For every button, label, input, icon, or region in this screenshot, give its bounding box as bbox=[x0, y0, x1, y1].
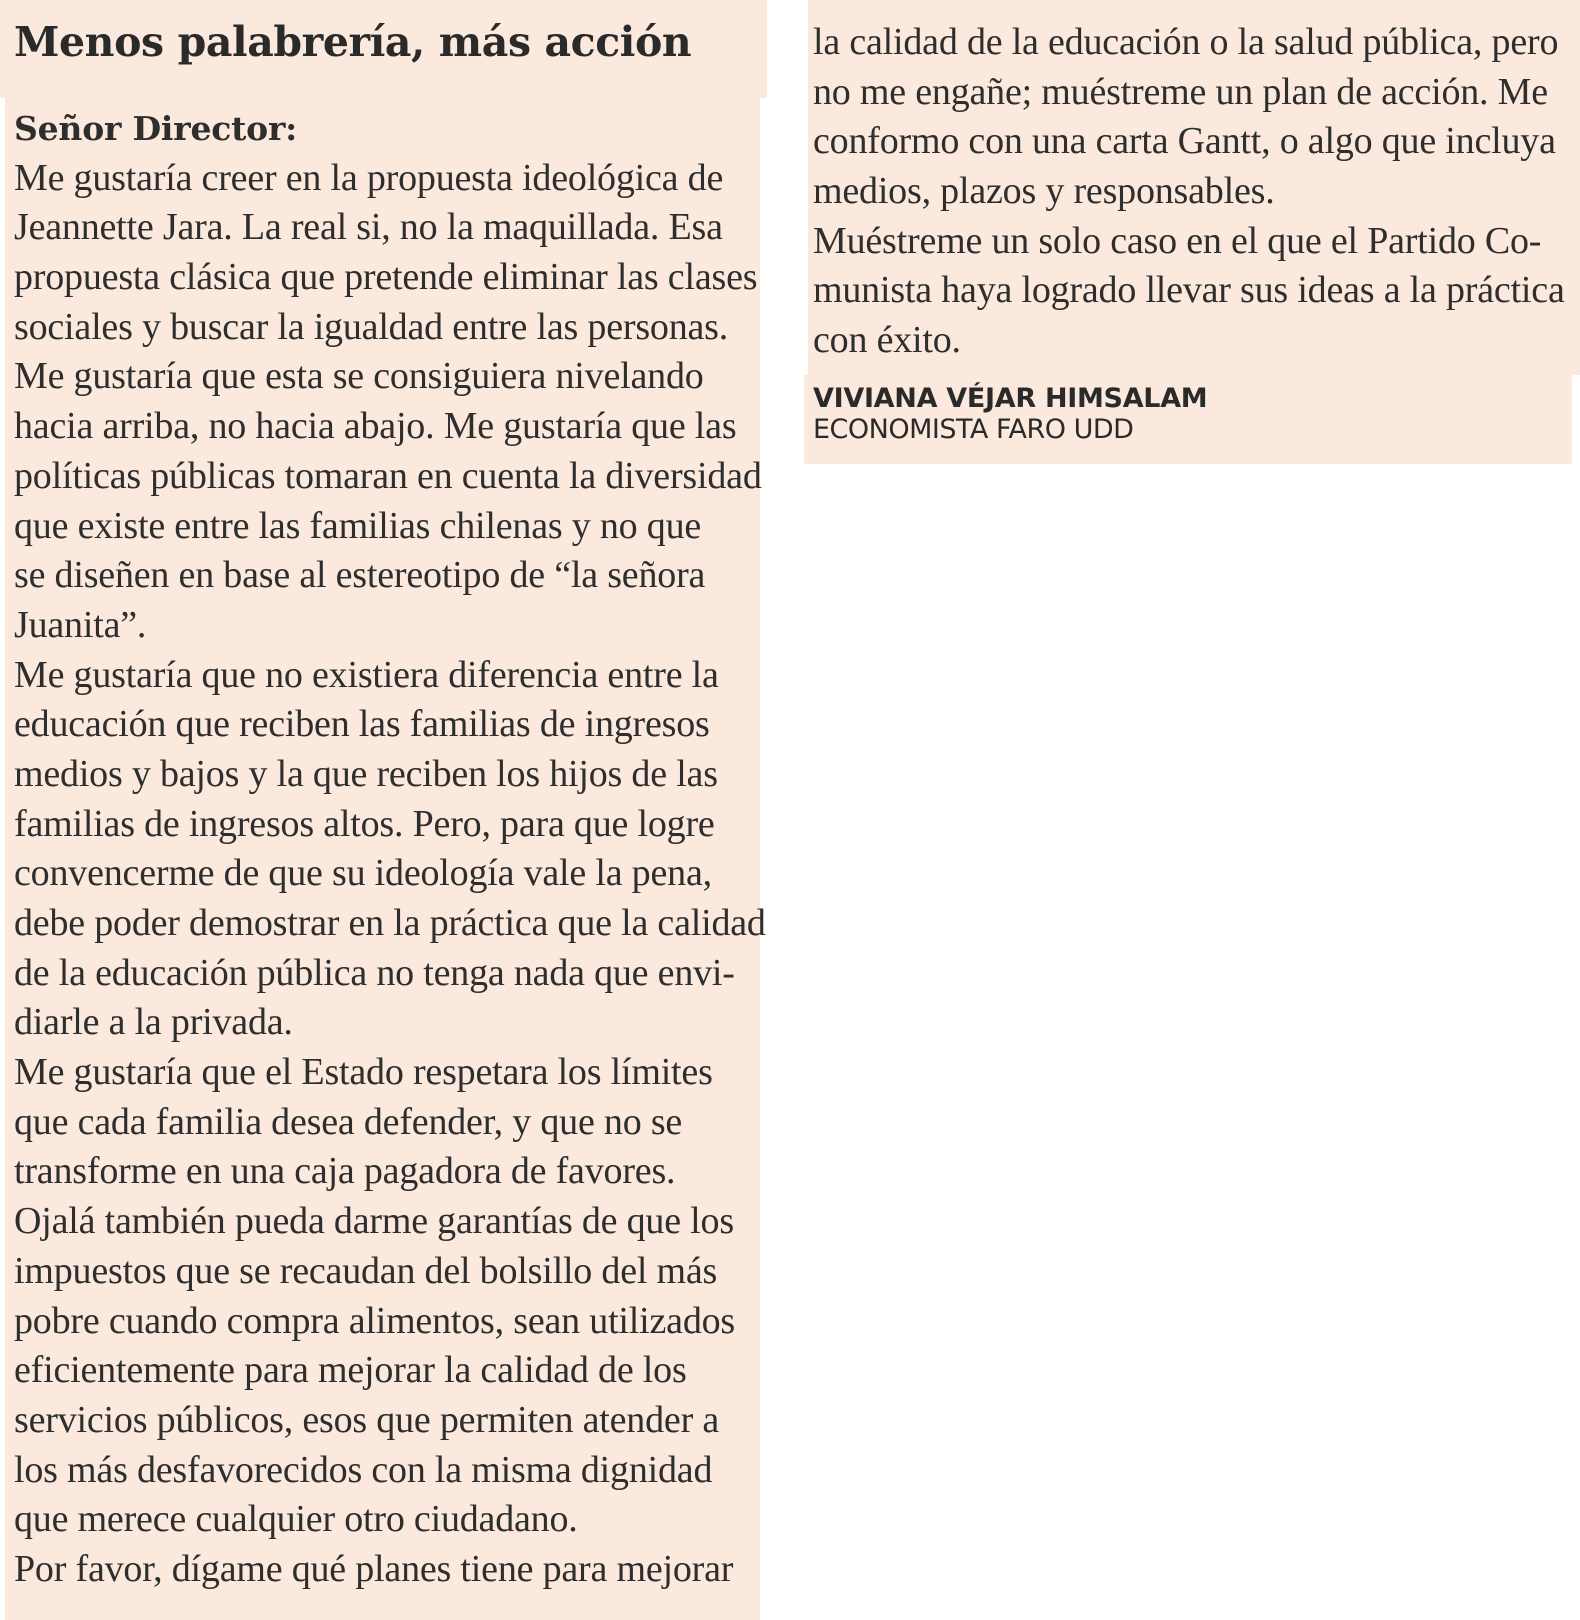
body-line: Me gustaría que esta se consiguiera nivelando bbox=[14, 355, 704, 398]
body-line: Jeannette Jara. La real si, no la maquillada. Esa bbox=[14, 206, 723, 249]
body-line: convencerme de que su ideología vale la pena, bbox=[14, 852, 712, 895]
body-line: debe poder demostrar en la práctica que la calidad bbox=[14, 902, 766, 944]
body-line: se diseñen en base al estereotipo de “la señora bbox=[14, 554, 706, 597]
body-line: transforme en una caja pagadora de favores. bbox=[14, 1150, 676, 1193]
body-line: eficientemente para mejorar la calidad de los bbox=[14, 1349, 687, 1392]
body-line: diarle a la privada. bbox=[14, 1001, 293, 1044]
body-line: educación que reciben las familias de ingresos bbox=[14, 703, 710, 746]
body-line: que merece cualquier otro ciudadano. bbox=[14, 1498, 578, 1541]
article-headline: Menos palabrería, más acción bbox=[14, 18, 692, 66]
salutation: Señor Director: bbox=[14, 109, 298, 148]
body-line: Me gustaría que el Estado respetara los límites bbox=[14, 1051, 713, 1094]
letter-right-column bbox=[813, 18, 1573, 366]
body-line: familias de ingresos altos. Pero, para que logre bbox=[14, 802, 715, 845]
body-line: que cada familia desea defender, y que no se bbox=[14, 1100, 683, 1143]
body-line: medios y bajos y la que reciben los hijos de las bbox=[14, 752, 718, 795]
body-line: hacia arriba, no hacia abajo. Me gustaría que las bbox=[14, 405, 737, 448]
body-line: conformo con una carta Gantt, o algo que incluya bbox=[813, 120, 1556, 163]
author-signature bbox=[813, 383, 1207, 445]
body-line: propuesta clásica que pretende eliminar las clases bbox=[14, 256, 758, 299]
author-role: ECONOMISTA FARO UDD bbox=[813, 414, 1134, 445]
body-line: la calidad de la educación o la salud pública, pero bbox=[813, 21, 1559, 63]
body-line: Juanita”. bbox=[14, 603, 147, 646]
body-line: de la educación pública no tenga nada que envi- bbox=[14, 951, 735, 994]
body-line: Por favor, dígame qué planes tiene para mejorar bbox=[14, 1547, 734, 1590]
author-name: VIVIANA VÉJAR HIMSALAM bbox=[813, 383, 1208, 414]
body-line: con éxito. bbox=[813, 319, 961, 362]
body-line: impuestos que se recaudan del bolsillo del más bbox=[14, 1249, 718, 1292]
body-line: Me gustaría que no existiera diferencia entre la bbox=[14, 653, 719, 696]
body-line: sociales y buscar la igualdad entre las personas. bbox=[14, 305, 729, 348]
body-line: medios, plazos y responsables. bbox=[813, 170, 1275, 213]
body-line: no me engañe; muéstreme un plan de acción. Me bbox=[813, 70, 1548, 113]
body-line: Ojalá también pueda darme garantías de que los bbox=[14, 1200, 734, 1243]
body-line: Muéstreme un solo caso en el que el Partido Co- bbox=[813, 219, 1542, 262]
body-line: que existe entre las familias chilenas y no que bbox=[14, 504, 702, 547]
body-line: pobre cuando compra alimentos, sean utilizados bbox=[14, 1299, 736, 1342]
body-line: Me gustaría creer en la propuesta ideológica de bbox=[14, 156, 724, 199]
body-line: servicios públicos, esos que permiten atender a bbox=[14, 1398, 719, 1441]
letter-left-column bbox=[14, 104, 764, 1595]
body-line: políticas públicas tomaran en cuenta la diversidad bbox=[14, 454, 762, 497]
body-line: los más desfavorecidos con la misma dignidad bbox=[14, 1448, 713, 1491]
body-line: munista haya logrado llevar sus ideas a la práctica bbox=[813, 269, 1565, 312]
